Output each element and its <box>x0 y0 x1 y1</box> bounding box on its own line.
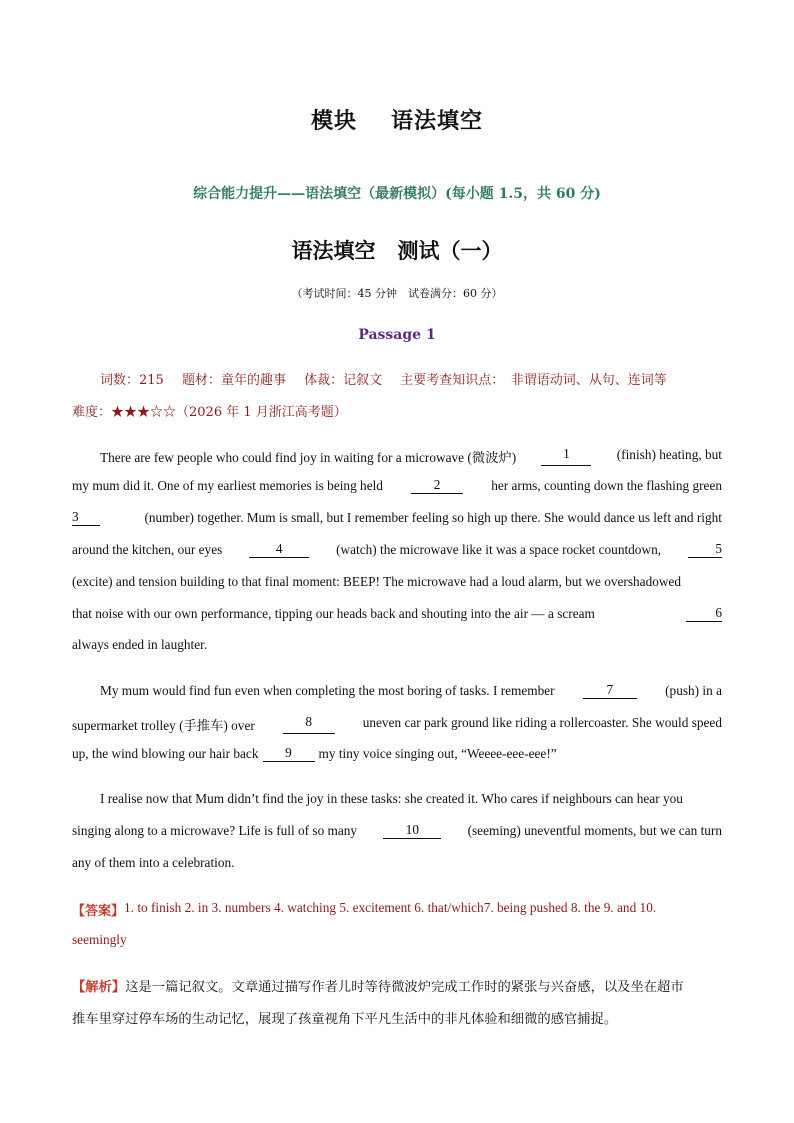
blank-1[interactable]: 1 <box>541 447 591 466</box>
blank-4[interactable]: 4 <box>249 542 309 558</box>
exam-info: （考试时间：45 分钟 试卷满分：60 分） <box>291 287 503 300</box>
genre: 体裁：记叙文 <box>304 373 383 388</box>
analysis-line-1: 【解析】这是一篇记叙文。文章通过描写作者儿时等待微波炉完成工作时的紧张与兴奋感，以及坐在超市 <box>72 980 684 995</box>
passage-label: Passage 1 <box>358 327 436 343</box>
p2-line-1: My mum would find fun even when completing the most boring of tasks. I remember 7 (push) in a <box>100 682 722 698</box>
blank-2[interactable]: 2 <box>411 478 463 494</box>
test-title-right: 测试（一） <box>397 239 503 263</box>
blank-9[interactable]: 9 <box>263 746 315 762</box>
blank-7[interactable]: 7 <box>583 683 637 699</box>
p1-line-1: There are few people who could find joy in waiting for a microwave (微波炉) 1 (finish) heating, but <box>100 446 722 465</box>
module-title <box>0 104 794 135</box>
section-subtitle: 综合能力提升——语法填空（最新模拟）(每小题 1.5，共 60 分) <box>193 186 601 202</box>
blank-5[interactable]: 5 <box>688 542 722 558</box>
blank-10[interactable]: 10 <box>383 823 441 839</box>
p2-line-3: up, the wind blowing our hair back 9 my tiny voice singing out, “Weeee-eee-eee!” <box>72 745 557 761</box>
topic: 题材：童年的趣事 <box>181 373 286 388</box>
test-title-left: 语法填空 <box>291 239 376 263</box>
blank-8[interactable]: 8 <box>283 715 335 734</box>
module-title-left: 模块 <box>310 109 357 134</box>
analysis-label: 【解析】 <box>72 980 126 995</box>
blank-3[interactable]: 3 <box>72 510 100 526</box>
test-title <box>0 235 794 265</box>
word-count: 词数：215 <box>100 373 164 388</box>
blank-6[interactable]: 6 <box>686 606 722 622</box>
analysis-line-2: 推车里穿过停车场的生动记忆，展现了孩童视角下平凡生活中的非凡体验和细微的感官捕捉。 <box>72 1012 618 1027</box>
answer-line-2: seemingly <box>72 932 127 947</box>
p1-line-7: always ended in laughter. <box>72 637 208 652</box>
p1-line-2: my mum did it. One of my earliest memories is being held 2 her arms, counting down the flashing green <box>72 477 722 493</box>
p1-line-4: around the kitchen, our eyes 4 (watch) the microwave like it was a space rocket countdown, 5 <box>72 541 722 557</box>
difficulty: 难度：★★★☆☆（2026 年 1 月浙江高考题） <box>72 405 347 420</box>
focus-points: 主要考查知识点： 非谓语动词、从句、连词等 <box>400 373 667 388</box>
p1-line-3: 3 (number) together. Mum is small, but I remember feeling so high up there. She would dance us left and right <box>72 509 722 525</box>
p1-line-6: that noise with our own performance, tipping our heads back and shouting into the air — a scream 6 <box>72 605 722 621</box>
p3-line-2: singing along to a microwave? Life is full of so many 10 (seeming) uneventful moments, but we can turn <box>72 822 722 838</box>
answer-label: 【答案】 <box>72 904 125 919</box>
p2-line-2: supermarket trolley (手推车) over 8 uneven car park ground like riding a rollercoaster. She would speed <box>72 714 722 733</box>
answer-text: 1. to finish 2. in 3. numbers 4. watching 5. excitement 6. that/which7. being pushed 8. the 9. and 10. <box>124 900 657 915</box>
p3-line-1: I realise now that Mum didn’t find the joy in these tasks: she created it. Who cares if neighbours can hear you <box>100 791 683 806</box>
passage-meta <box>100 369 681 388</box>
answer-line-1 <box>72 900 722 919</box>
p3-line-3: any of them into a celebration. <box>72 855 235 870</box>
p1-line-5: (excite) and tension building to that final moment: BEEP! The microwave had a loud alarm, but we overshadowed <box>72 574 682 589</box>
module-title-right: 语法填空 <box>391 109 484 134</box>
